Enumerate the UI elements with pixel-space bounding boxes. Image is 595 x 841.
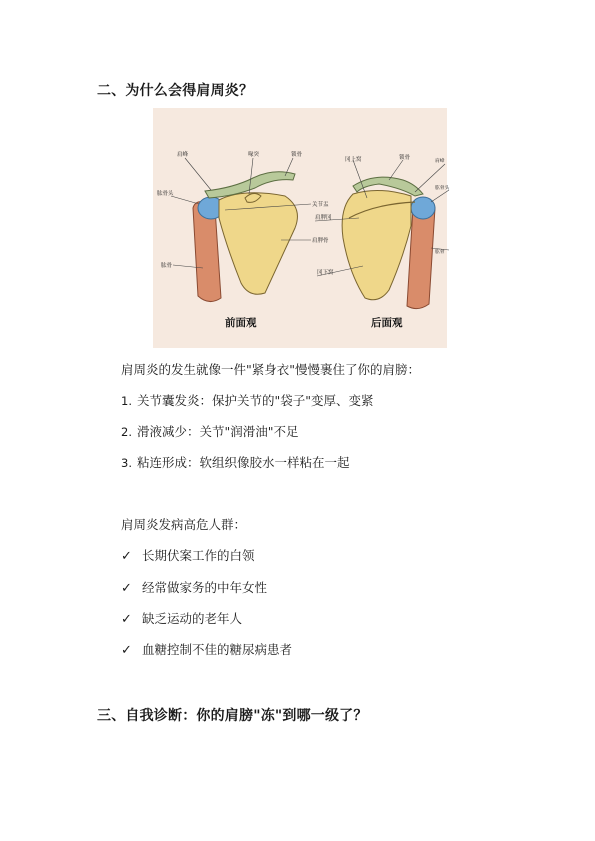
risk-group-text: 长期伏案工作的白领 (142, 548, 255, 563)
label-humerus-back: 肱骨 (435, 250, 445, 255)
label-clavicle-front: 锁骨 (291, 152, 303, 158)
cause-number: 1. (121, 394, 132, 408)
label-humeral-head-front: 肱骨头 (157, 191, 174, 197)
label-scapular-spine: 肩胛冈 (315, 215, 332, 221)
risk-group-item (121, 611, 242, 628)
cause-number: 2. (121, 425, 132, 439)
risk-group-item (121, 642, 292, 659)
risk-group-item (121, 580, 267, 597)
shoulder-anatomy-figure (153, 108, 450, 348)
checkmark-icon: ✓ (121, 612, 132, 627)
risk-group-item (121, 548, 255, 565)
back-humeral-head-shape (411, 197, 435, 219)
risk-group-text: 血糖控制不佳的糖尿病患者 (142, 642, 293, 657)
checkmark-icon: ✓ (121, 643, 132, 658)
label-acromion-back: 肩峰 (435, 159, 445, 164)
section-heading-self-diagnosis: 三、自我诊断：你的肩膀"冻"到哪一级了？ (97, 708, 368, 724)
cause-text: 关节囊发炎：保护关节的"袋子"变厚、变紧 (137, 393, 374, 408)
intro-paragraph: 肩周炎的发生就像一件"紧身衣"慢慢裹住了你的肩膀： (121, 362, 421, 377)
risk-group-text: 缺乏运动的老年人 (142, 611, 243, 626)
cause-item (121, 424, 299, 440)
caption-front-view: 前面观 (225, 317, 257, 329)
label-humerus-front: 肱骨 (161, 263, 173, 269)
cause-item (121, 455, 350, 471)
label-clavicle-back: 锁骨 (399, 155, 411, 161)
label-supraspinous-fossa: 冈上窝 (345, 157, 362, 163)
checkmark-icon: ✓ (121, 581, 132, 596)
cause-number: 3. (121, 456, 132, 470)
checkmark-icon: ✓ (121, 549, 132, 564)
label-acromion: 肩峰 (177, 152, 189, 158)
label-joint-cavity: 关节盂 (312, 202, 329, 208)
shoulder-anatomy-illustration (153, 108, 450, 348)
caption-back-view: 后面观 (371, 317, 403, 329)
label-humeral-head-back: 肱骨头 (435, 186, 450, 191)
label-coracoid: 喙突 (248, 152, 260, 158)
cause-text: 粘连形成：软组织像胶水一样粘在一起 (137, 455, 350, 470)
label-infraspinous-fossa: 冈下窝 (317, 270, 334, 276)
risk-groups-title: 肩周炎发病高危人群： (121, 517, 247, 532)
label-scapula: 肩胛骨 (312, 238, 329, 244)
section-heading-why: 二、为什么会得肩周炎？ (97, 83, 254, 99)
cause-item (121, 393, 374, 409)
cause-text: 滑液减少：关节"润滑油"不足 (137, 424, 299, 439)
risk-group-text: 经常做家务的中年女性 (142, 580, 268, 595)
